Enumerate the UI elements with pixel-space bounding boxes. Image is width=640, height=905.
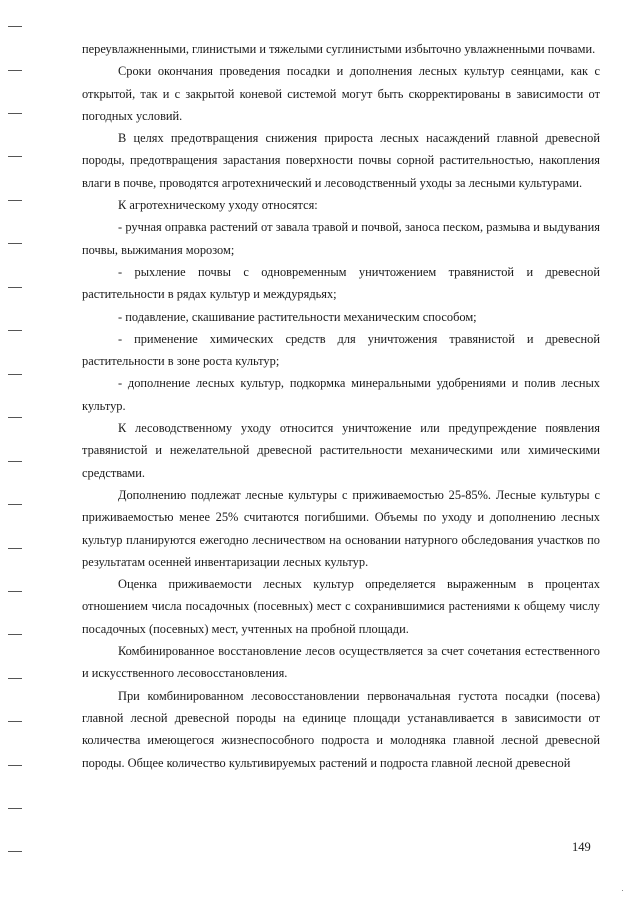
- margin-mark: [8, 591, 22, 592]
- paragraph: К лесоводственному уходу относится уничтожение или предупреждение появления травянистой и нежелательной древесной растительности механическими или химическими средствами.: [82, 421, 600, 480]
- margin-mark: [8, 156, 22, 157]
- paragraph: переувлажненными, глинистыми и тяжелыми суглинистыми избыточно увлажненными почвами.: [82, 42, 596, 56]
- list-item: - рыхление почвы с одновременным уничтожением травянистой и древесной растительности в рядах культур и междурядьях;: [82, 264, 600, 302]
- margin-mark: [8, 200, 22, 201]
- margin-mark: [8, 808, 22, 809]
- page-number: 149: [572, 840, 591, 854]
- paragraph: При комбинированном лесовосстановлении первоначальная густота посадки (посева) главной лесной древесной породы на единице площади устанавливается в зависимости от количества имеющегося жизнеспособного подроста и молодняка главной лесной древесной породы. Общее количество культивируемых растений и подроста главной лесной древесной: [82, 688, 600, 770]
- margin-mark: [8, 721, 22, 722]
- margin-mark: [8, 765, 22, 766]
- paragraph: Дополнению подлежат лесные культуры с приживаемостью 25-85%. Лесные культуры с приживаемостью менее 25% считаются погибшими. Объемы по уходу и дополнению лесных культур планируются ежегодно лесничеством на основании натурного обследования участков по результатам осенней инвентаризации лесных культур.: [82, 487, 600, 569]
- paragraph: Оценка приживаемости лесных культур определяется выраженным в процентах отношением числа посадочных (посевных) мест с сохранившимися растениями к общему числу посадочных (посевных) мест, учтенных на пробной площади.: [82, 577, 600, 636]
- margin-mark: [8, 548, 22, 549]
- scan-speck: [622, 890, 623, 891]
- paragraph: Комбинированное восстановление лесов осуществляется за счет сочетания естественного и искусственного лесовосстановления.: [82, 644, 600, 681]
- margin-mark: [8, 374, 22, 375]
- margin-mark: [8, 113, 22, 114]
- margin-mark: [8, 70, 22, 71]
- list-item: - дополнение лесных культур, подкормка минеральными удобрениями и полив лесных культур.: [82, 376, 600, 413]
- margin-mark: [8, 461, 22, 462]
- paragraph: Сроки окончания проведения посадки и дополнения лесных культур сеянцами, как с открытой, так и с закрытой коневой системой могут быть скорректированы в зависимости от погодных условий.: [82, 64, 600, 123]
- margin-mark: [8, 26, 22, 27]
- margin-mark: [8, 243, 22, 244]
- list-item: - ручная оправка растений от завала травой и почвой, заноса песком, размыва и выдувания почвы, выжимания морозом;: [82, 220, 600, 257]
- margin-mark: [8, 417, 22, 418]
- list-item: - подавление, скашивание растительности механическим способом;: [118, 309, 477, 324]
- paragraph: В целях предотвращения снижения прироста лесных насаждений главной древесной породы, предотвращения зарастания поверхности почвы сорной растительностью, накопления влаги в почве, проводятся агротехнический и лесоводственный уходы за лесными культурами.: [82, 131, 600, 190]
- margin-mark: [8, 634, 22, 635]
- paragraph: К агротехническому уходу относятся:: [118, 198, 318, 213]
- list-item: - применение химических средств для уничтожения травянистой и древесной растительности в зоне роста культур;: [82, 331, 600, 369]
- binding-margin-marks: [8, 0, 28, 905]
- margin-mark: [8, 678, 22, 679]
- body-text: [82, 38, 600, 774]
- margin-mark: [8, 287, 22, 288]
- margin-mark: [8, 851, 22, 852]
- margin-mark: [8, 330, 22, 331]
- margin-mark: [8, 504, 22, 505]
